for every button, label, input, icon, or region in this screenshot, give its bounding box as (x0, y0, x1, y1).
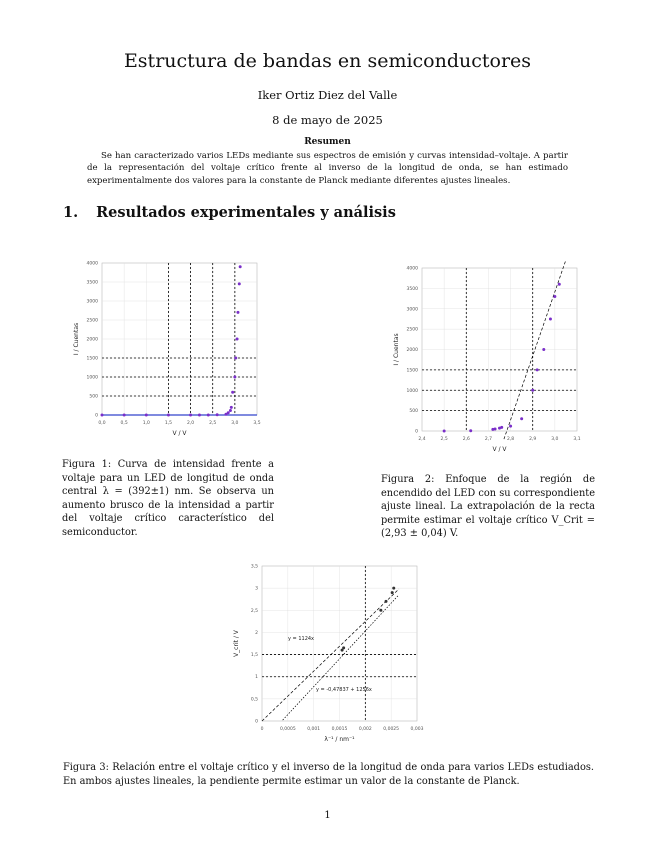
x-tick-label: 0,002 (358, 727, 372, 732)
x-tick-label: 2,7 (484, 437, 493, 442)
data-point (234, 357, 237, 360)
y-tick-label: 3500 (406, 286, 418, 292)
y-tick-label: 1000 (406, 388, 418, 394)
section-number: 1. (63, 204, 79, 221)
x-tick-label: 0,0 (98, 421, 106, 426)
data-point (207, 414, 210, 417)
y-tick-label: 2500 (86, 318, 98, 324)
y-tick-label: 2 (255, 630, 258, 636)
date: 8 de mayo de 2025 (272, 113, 383, 127)
y-tick-label: 1500 (406, 368, 418, 374)
figure-3 (224, 560, 434, 750)
fit-label: y = 1124x (288, 636, 315, 642)
page-number: 1 (324, 810, 331, 821)
data-point (392, 587, 395, 590)
paper-title: Estructura de bandas en semiconductores (123, 50, 532, 72)
x-axis-label: V / V (172, 430, 187, 437)
x-tick-label: 2,6 (462, 437, 470, 442)
y-axis-label: V_crit / V (233, 630, 240, 657)
data-point (391, 591, 394, 594)
x-tick-label: 3,5 (253, 421, 261, 426)
figure-1-chart (62, 255, 272, 450)
data-point (536, 368, 539, 371)
abstract-body: Se han caracterizado varios LEDs mediante sus espectros de emisión y curvas intensidad–voltaje. A partir de la representación del voltaje crítico frente al inverso de la longitud de onda, se han estimado experimentalmente dos valores para la constante de Planck mediante diferentes ajustes lineales. (87, 151, 568, 186)
data-point (531, 389, 534, 392)
x-tick-label: 3,0 (231, 421, 239, 426)
data-point (189, 414, 192, 417)
y-axis-label: I / Cuentas (73, 322, 80, 356)
y-tick-label: 4000 (406, 266, 418, 272)
x-tick-label: 3,1 (573, 437, 581, 442)
figure-2-chart (384, 264, 589, 459)
y-axis-label: I / Cuentas (393, 333, 400, 366)
fit-label: y = -0,47837 + 1256x (316, 687, 372, 693)
y-tick-label: 2000 (86, 337, 98, 343)
x-tick-label: 0,0005 (279, 727, 296, 732)
y-tick-label: 3 (255, 586, 258, 592)
abstract-heading: Resumen (304, 137, 351, 147)
y-tick-label: 3000 (86, 299, 98, 305)
data-point (558, 283, 561, 286)
data-point (238, 282, 241, 285)
data-point (227, 411, 230, 414)
y-tick-label: 4000 (86, 261, 98, 267)
data-point (494, 427, 497, 430)
x-tick-label: 0 (260, 727, 264, 732)
x-tick-label: 2,5 (440, 437, 448, 442)
section-heading (63, 204, 396, 221)
y-tick-label: 500 (89, 394, 98, 400)
data-point (236, 338, 239, 341)
data-point (230, 406, 233, 409)
x-tick-label: 1,0 (142, 421, 150, 426)
y-tick-label: 1500 (86, 356, 98, 362)
x-axis-label: λ⁻¹ / nm⁻¹ (324, 736, 355, 743)
data-point (500, 426, 503, 429)
x-axis-label: V / V (492, 446, 507, 453)
data-point (216, 413, 219, 416)
data-point (379, 609, 382, 612)
x-tick-label: 1,5 (164, 421, 173, 426)
y-tick-label: 2,5 (250, 608, 258, 614)
data-point (553, 295, 556, 298)
data-point (123, 414, 126, 417)
fit-line (283, 595, 399, 720)
y-tick-label: 3,5 (250, 564, 258, 570)
data-point (520, 417, 523, 420)
data-point (385, 600, 388, 603)
data-point (145, 414, 148, 417)
x-tick-label: 0,5 (120, 421, 128, 426)
data-point (231, 391, 234, 394)
fit-line (262, 589, 399, 721)
x-tick-label: 2,0 (186, 421, 195, 426)
figure-2 (384, 264, 589, 459)
author: Iker Ortiz Diez del Valle (257, 88, 398, 102)
x-tick-label: 0,001 (307, 727, 321, 732)
data-point (198, 414, 201, 417)
figure-1-caption: Figura 1: Curva de intensidad frente a voltaje para un LED de longitud de onda central λ = (392±1) nm. Se observa un aumento brusco de la intensidad a partir del voltaje crítico característico del semiconductor. (62, 459, 274, 538)
x-tick-label: 2,4 (418, 437, 426, 442)
y-tick-label: 2500 (406, 327, 418, 333)
data-point (542, 348, 545, 351)
x-tick-label: 3,0 (551, 437, 559, 442)
y-tick-label: 0,5 (250, 697, 258, 703)
data-point (549, 317, 552, 320)
y-tick-label: 3000 (406, 307, 418, 313)
y-tick-label: 0 (255, 719, 258, 725)
x-tick-label: 0,003 (410, 727, 424, 732)
figure-2-caption: Figura 2: Enfoque de la región de encendido del LED con su correspondiente ajuste lineal. La extrapolación de la recta permite estimar el voltaje crítico V_Crit = (2,93 ± 0,04) V. (381, 474, 595, 539)
y-tick-label: 2000 (406, 348, 418, 353)
figure-1 (62, 255, 272, 450)
figure-3-caption: Figura 3: Relación entre el voltaje crítico y el inverso de la longitud de onda para varios LEDs estudiados. En ambos ajustes lineales, la pendiente permite estimar un valor de la constante de Planck. (63, 762, 594, 787)
y-tick-label: 1000 (86, 375, 98, 381)
data-point (233, 376, 236, 379)
data-point (509, 425, 512, 428)
y-tick-label: 500 (409, 409, 418, 415)
y-tick-label: 0 (415, 429, 418, 435)
y-tick-label: 3500 (86, 280, 98, 286)
x-tick-label: 0,0025 (383, 727, 400, 732)
x-tick-label: 2,8 (506, 437, 515, 442)
figure-3-chart (224, 560, 434, 750)
data-point (469, 429, 472, 432)
data-point (239, 265, 242, 268)
data-point (236, 311, 239, 314)
data-point (342, 646, 345, 649)
data-point (443, 430, 446, 433)
x-tick-label: 2,9 (529, 437, 537, 442)
y-tick-label: 0 (95, 413, 98, 419)
data-point (101, 414, 104, 417)
data-point (167, 414, 170, 417)
x-tick-label: 2,5 (209, 421, 217, 426)
x-tick-label: 0,0015 (331, 727, 348, 732)
section-title: Resultados experimentales y análisis (96, 204, 396, 221)
data-point (229, 409, 232, 412)
y-tick-label: 1,5 (250, 653, 258, 659)
y-tick-label: 1 (255, 675, 258, 681)
